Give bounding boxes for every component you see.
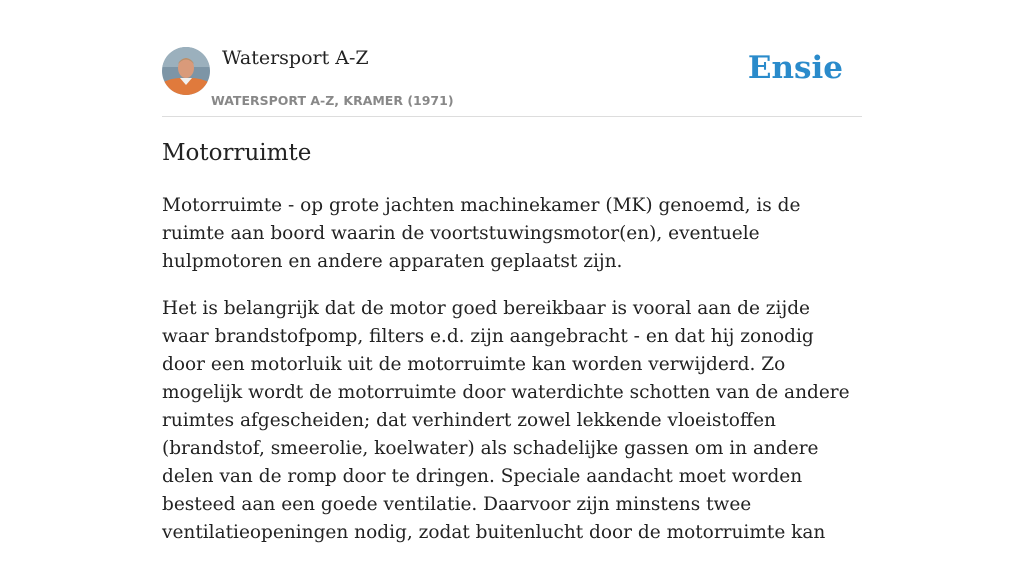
article-paragraph: Het is belangrijk dat de motor goed bereikbaar is vooral aan de zijde waar brandstofpomp, filters e.d. zijn aangebracht - en dat hij zonodig door een motorluik uit de motorruimte kan worden verwijderd. Zo mogelijk wordt de motorruimte door waterdichte schotten van de andere ruimtes afgescheiden; dat verhindert zowel lekkende vloeistoffen (brandstof, smeerolie, koelwater) als schadelijke gassen om in andere delen van de romp door te dringen. Speciale aandacht moet worden besteed aan een goede ventilatie. Daarvoor zijn minstens twee ventilatieopeningen nodig, zodat buitenlucht door de motorruimte kan: [162, 298, 850, 543]
author-name[interactable]: Watersport A-Z: [222, 47, 369, 69]
article-paragraph: Motorruimte - op grote jachten machinekamer (MK) genoemd, is de ruimte aan boord waarin de voortstuwingsmotor(en), eventuele hulpmotoren en andere apparaten geplaatst zijn.: [162, 195, 801, 272]
article-body: [162, 192, 862, 566]
avatar-photo-icon: [162, 47, 210, 95]
author-avatar[interactable]: [162, 47, 210, 95]
article-header: [162, 46, 862, 117]
ensie-logo[interactable]: Ensie: [747, 50, 843, 86]
page-title: Motorruimte: [162, 140, 312, 166]
source-label: WATERSPORT A-Z, KRAMER (1971): [211, 93, 454, 108]
